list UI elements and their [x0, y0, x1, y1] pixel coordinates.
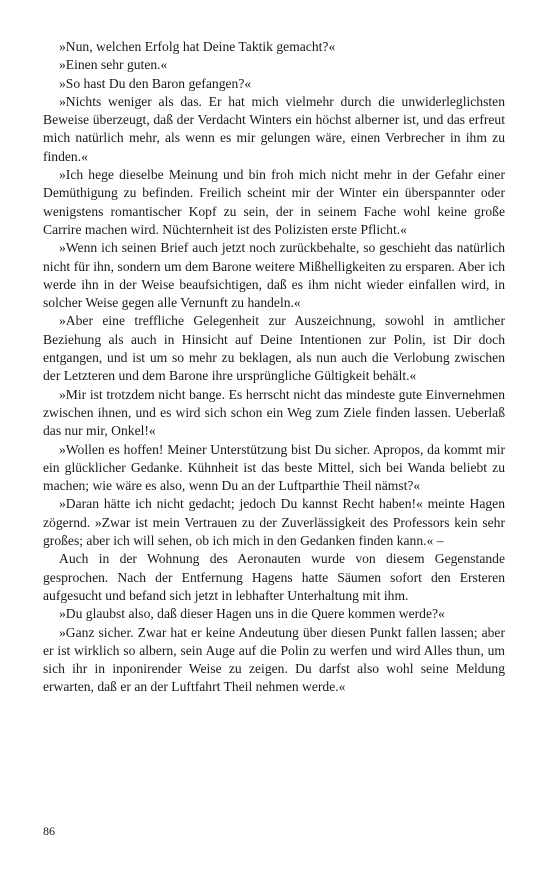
paragraph-13: »Ganz sicher. Zwar hat er keine Andeutung über diesen Punkt fallen lassen; aber er ist wirklich so albern, sein Auge auf die Polin zu werfen und wird Alles thun, um sich ihr in inponirender Weise zu zeigen. Du darfst also wohl seine Meldung erwarten, daß er an der Luftfahrt Theil nehmen werde.«: [43, 624, 505, 695]
paragraph-7: »Aber eine treffliche Gelegenheit zur Auszeichnung, sowohl in amtlicher Beziehung als auch in Hinsicht auf Deine Intentionen zur Polin, ist Dir doch entgangen, und ist um so mehr zu beklagen, als nun auch die Verlobung zwischen der Letzteren und dem Barone ihre ursprüngliche Gültigkeit behält.«: [43, 313, 505, 384]
paragraph-11: Auch in der Wohnung des Aeronauten wurde von diesem Gegenstande gesprochen. Nach der Entfernung Hagens hatte Säumen sofort den Ersteren aufgesucht und befand sich jetzt in lebhafter Unterhaltung mit ihm.: [43, 551, 505, 603]
paragraph-4: »Nichts weniger als das. Er hat mich vielmehr durch die unwiderleglichsten Beweise überzeugt, daß der Verdacht Winters ein höchst alberner ist, und das erfreut mich natürlich mehr, als wenn es mir gelungen wäre, einen Verbrecher in ihm zu finden.«: [43, 93, 505, 164]
paragraph-5: »Ich hege dieselbe Meinung und bin froh mich nicht mehr in der Gefahr einer Demüthigung zu befinden. Freilich scheint mir der Winter ein überspannter oder wenigstens romantischer Kopf zu sein, der in seinem Fache wohl keine große Carrire machen wird. Nüchternheit ist des Polizisten erste Pflicht.«: [43, 167, 505, 237]
paragraph-3: »So hast Du den Baron gefangen?«: [59, 75, 252, 91]
paragraph-8: »Mir ist trotzdem nicht bange. Es herrscht nicht das mindeste gute Einvernehmen zwischen ihnen, und es wird sich schon ein Weg zum Ziele finden lassen. Ueberlaß das nur mir, Onkel!«: [43, 386, 505, 439]
paragraph-2: »Einen sehr guten.«: [59, 57, 168, 73]
paragraph-6: »Wenn ich seinen Brief auch jetzt noch zurückbehalte, so geschieht das natürlich nicht für ihn, sondern um dem Barone weitere Mißhelligkeiten zu ersparen. Aber ich werde ihn in der Weise beaufsichtigen, daß es ihm nicht wieder einfallen wird, in solcher Weise gegen alle Vernunft zu handeln.«: [43, 240, 505, 311]
paragraph-9: »Wollen es hoffen! Meiner Unterstützung bist Du sicher. Apropos, da kommt mir ein glücklicher Gedanke. Kühnheit ist das beste Mittel, sich bei Wanda beliebt zu machen; wie wäre es also, wenn Du an der Luftparthie Theil nämst?«: [43, 441, 505, 494]
paragraph-12: »Du glaubst also, daß dieser Hagen uns in die Quere kommen werde?«: [59, 606, 445, 622]
paragraph-1: »Nun, welchen Erfolg hat Deine Taktik gemacht?«: [59, 39, 336, 54]
page-body: [43, 38, 505, 697]
paragraph-10: »Daran hätte ich nicht gedacht; jedoch Du kannst Recht haben!« meinte Hagen zögernd. »Zwar ist mein Vertrauen zu der Zuverlässigkeit des Professors kein sehr großes; aber ich will sehen, ob ich mich in den Gedanken finden kann.« –: [43, 496, 505, 549]
page-number: 86: [43, 824, 55, 838]
